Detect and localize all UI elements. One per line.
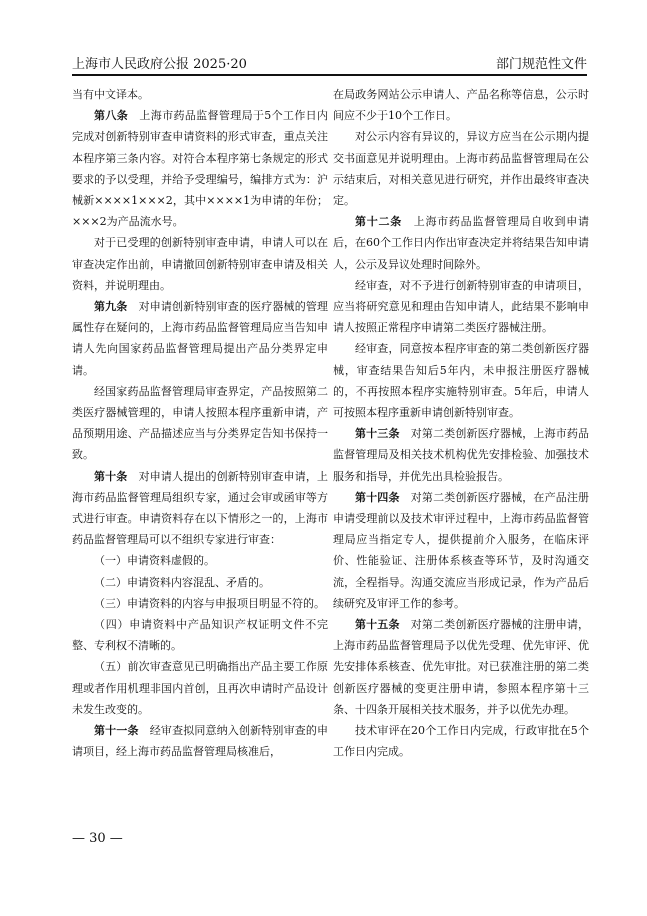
paragraph bbox=[333, 423, 589, 487]
paragraph-text: 在局政务网站公示申请人、产品名称等信息，公示时间应不少于10个工作日。 bbox=[333, 88, 589, 123]
paragraph-text: 经国家药品监督管理局审查界定，产品按照第二类医疗器械管理的，申请人按照本程序重新申请，产品预期用途、产品描述应当与分类界定告知书保持一致。 bbox=[72, 384, 328, 462]
paragraph bbox=[72, 614, 328, 656]
paragraph bbox=[72, 232, 328, 296]
paragraph-text: （四）申请资料中产品知识产权证明文件不完整、专利权不清晰的。 bbox=[72, 618, 328, 653]
paragraph-text: 经审查拟同意纳入创新特别审查的申请项目，经上海市药品监督管理局核准后， bbox=[72, 724, 329, 759]
paragraph bbox=[333, 211, 589, 275]
article-number: 第十五条 bbox=[355, 618, 400, 632]
paragraph bbox=[72, 105, 328, 232]
header-rule bbox=[72, 74, 587, 76]
paragraph-text: 经审查，同意按本程序审查的第二类创新医疗器械，审查结果告知后5年内，未申报注册医疗器械的，不再按照本程序实施特别审查。5年后，申请人可按照本程序重新申请创新特别审查。 bbox=[333, 342, 589, 420]
paragraph bbox=[72, 720, 328, 762]
paragraph bbox=[72, 381, 328, 466]
paragraph bbox=[72, 84, 328, 105]
article-number: 第八条 bbox=[94, 109, 129, 123]
paragraph-text: 上海市药品监督管理局自收到申请后，在60个工作日内作出审查决定并将结果告知申请人，公示及异议处理时间除外。 bbox=[333, 215, 590, 271]
article-number: 第十三条 bbox=[355, 427, 400, 441]
article-number: 第九条 bbox=[94, 300, 128, 314]
paragraph bbox=[333, 338, 589, 423]
paragraph-text: （二）申请资料内容混乱、矛盾的。 bbox=[94, 575, 270, 589]
paragraph-text: 对第二类创新医疗器械，上海市药品监督管理局及相关技术机构优先安排检验、加强技术服务和指导，并优先出具检验报告。 bbox=[333, 427, 590, 483]
article-number: 第十四条 bbox=[355, 490, 400, 504]
paragraph-text: 对于已受理的创新特别审查申请，申请人可以在审查决定作出前，申请撤回创新特别审查申请及相关资料，并说明理由。 bbox=[72, 236, 328, 292]
article-number: 第十一条 bbox=[94, 724, 139, 738]
paragraph-text: 经审查，对不予进行创新特别审查的申请项目，应当将研究意见和理由告知申请人，此结果不影响申请人按照正常程序申请第二类医疗器械注册。 bbox=[333, 278, 589, 335]
paragraph bbox=[72, 296, 328, 381]
paragraph-text: 对第二类创新医疗器械的注册申请，上海市药品监督管理局予以优先受理、优先审评、优先安排体系核查、优先审批。对已获准注册的第二类创新医疗器械的变更注册申请，参照本程序第十三条、十四条开展相关技术服务，并予以优先办理。 bbox=[333, 618, 590, 716]
paragraph-text: 当有中文译本。 bbox=[72, 88, 149, 101]
paragraph-text: 技术审评在20个工作日内完成，行政审批在5个工作日内完成。 bbox=[333, 724, 589, 759]
paragraph bbox=[333, 84, 589, 126]
right-column bbox=[333, 84, 589, 763]
paragraph bbox=[333, 614, 589, 720]
paragraph bbox=[333, 126, 589, 211]
article-number: 第十条 bbox=[94, 469, 128, 483]
paragraph bbox=[333, 720, 589, 762]
paragraph bbox=[72, 466, 328, 551]
paragraph-text: （三）申请资料的内容与申报项目明显不符的。 bbox=[94, 596, 325, 610]
paragraph bbox=[72, 593, 328, 614]
left-column bbox=[72, 84, 328, 763]
paragraph-text: 对申请创新特别审查的医疗器械的管理属性存在疑问的，上海市药品监督管理局应当告知申请人先向国家药品监督管理局提出产品分类界定申请。 bbox=[72, 300, 329, 377]
paragraph-text: 对第二类创新医疗器械，在产品注册申请受理前以及技术审评过程中，上海市药品监督管理局应当指定专人，提供提前介入服务，在临床评价、性能验证、注册体系核查等环节，及时沟通交流，全程指导。沟通交流应当形成记录，作为产品后续研究及审评工作的参考。 bbox=[333, 490, 590, 610]
paragraph-text: 上海市药品监督管理局于5个工作日内完成对创新特别审查申请资料的形式审查，重点关注本程序第三条内容。对符合本程序第七条规定的形式要求的予以受理，并给予受理编号，编排方式为：沪械新××××1×××2，其中××××1为申请的年份；×××2为产品流水号。 bbox=[72, 109, 329, 229]
paragraph bbox=[333, 275, 589, 339]
page-number: — 30 — bbox=[72, 831, 123, 846]
paragraph bbox=[72, 572, 328, 593]
paragraph bbox=[72, 550, 328, 571]
paragraph-text: （一）申请资料虚假的。 bbox=[94, 554, 215, 568]
paragraph bbox=[72, 656, 328, 720]
section-title: 部门规范性文件 bbox=[495, 57, 587, 72]
paragraph bbox=[333, 487, 589, 614]
paragraph-text: 对公示内容有异议的，异议方应当在公示期内提交书面意见并说明理由。上海市药品监督管理局在公示结束后，对相关意见进行研究，并作出最终审查决定。 bbox=[333, 130, 589, 208]
publication-title: 上海市人民政府公报 2025·20 bbox=[72, 57, 247, 72]
paragraph-text: 对申请人提出的创新特别审查申请，上海市药品监督管理局组织专家，通过会审或函审等方式进行审查。申请资料存在以下情形之一的，上海市药品监督管理局可以不组织专家进行审查： bbox=[72, 469, 329, 547]
article-number: 第十二条 bbox=[355, 215, 402, 229]
paragraph-text: （五）前次审查意见已明确指出产品主要工作原理或者作用机理非国内首创，且再次申请时产品设计未发生改变的。 bbox=[72, 660, 328, 716]
page-header bbox=[72, 53, 587, 75]
